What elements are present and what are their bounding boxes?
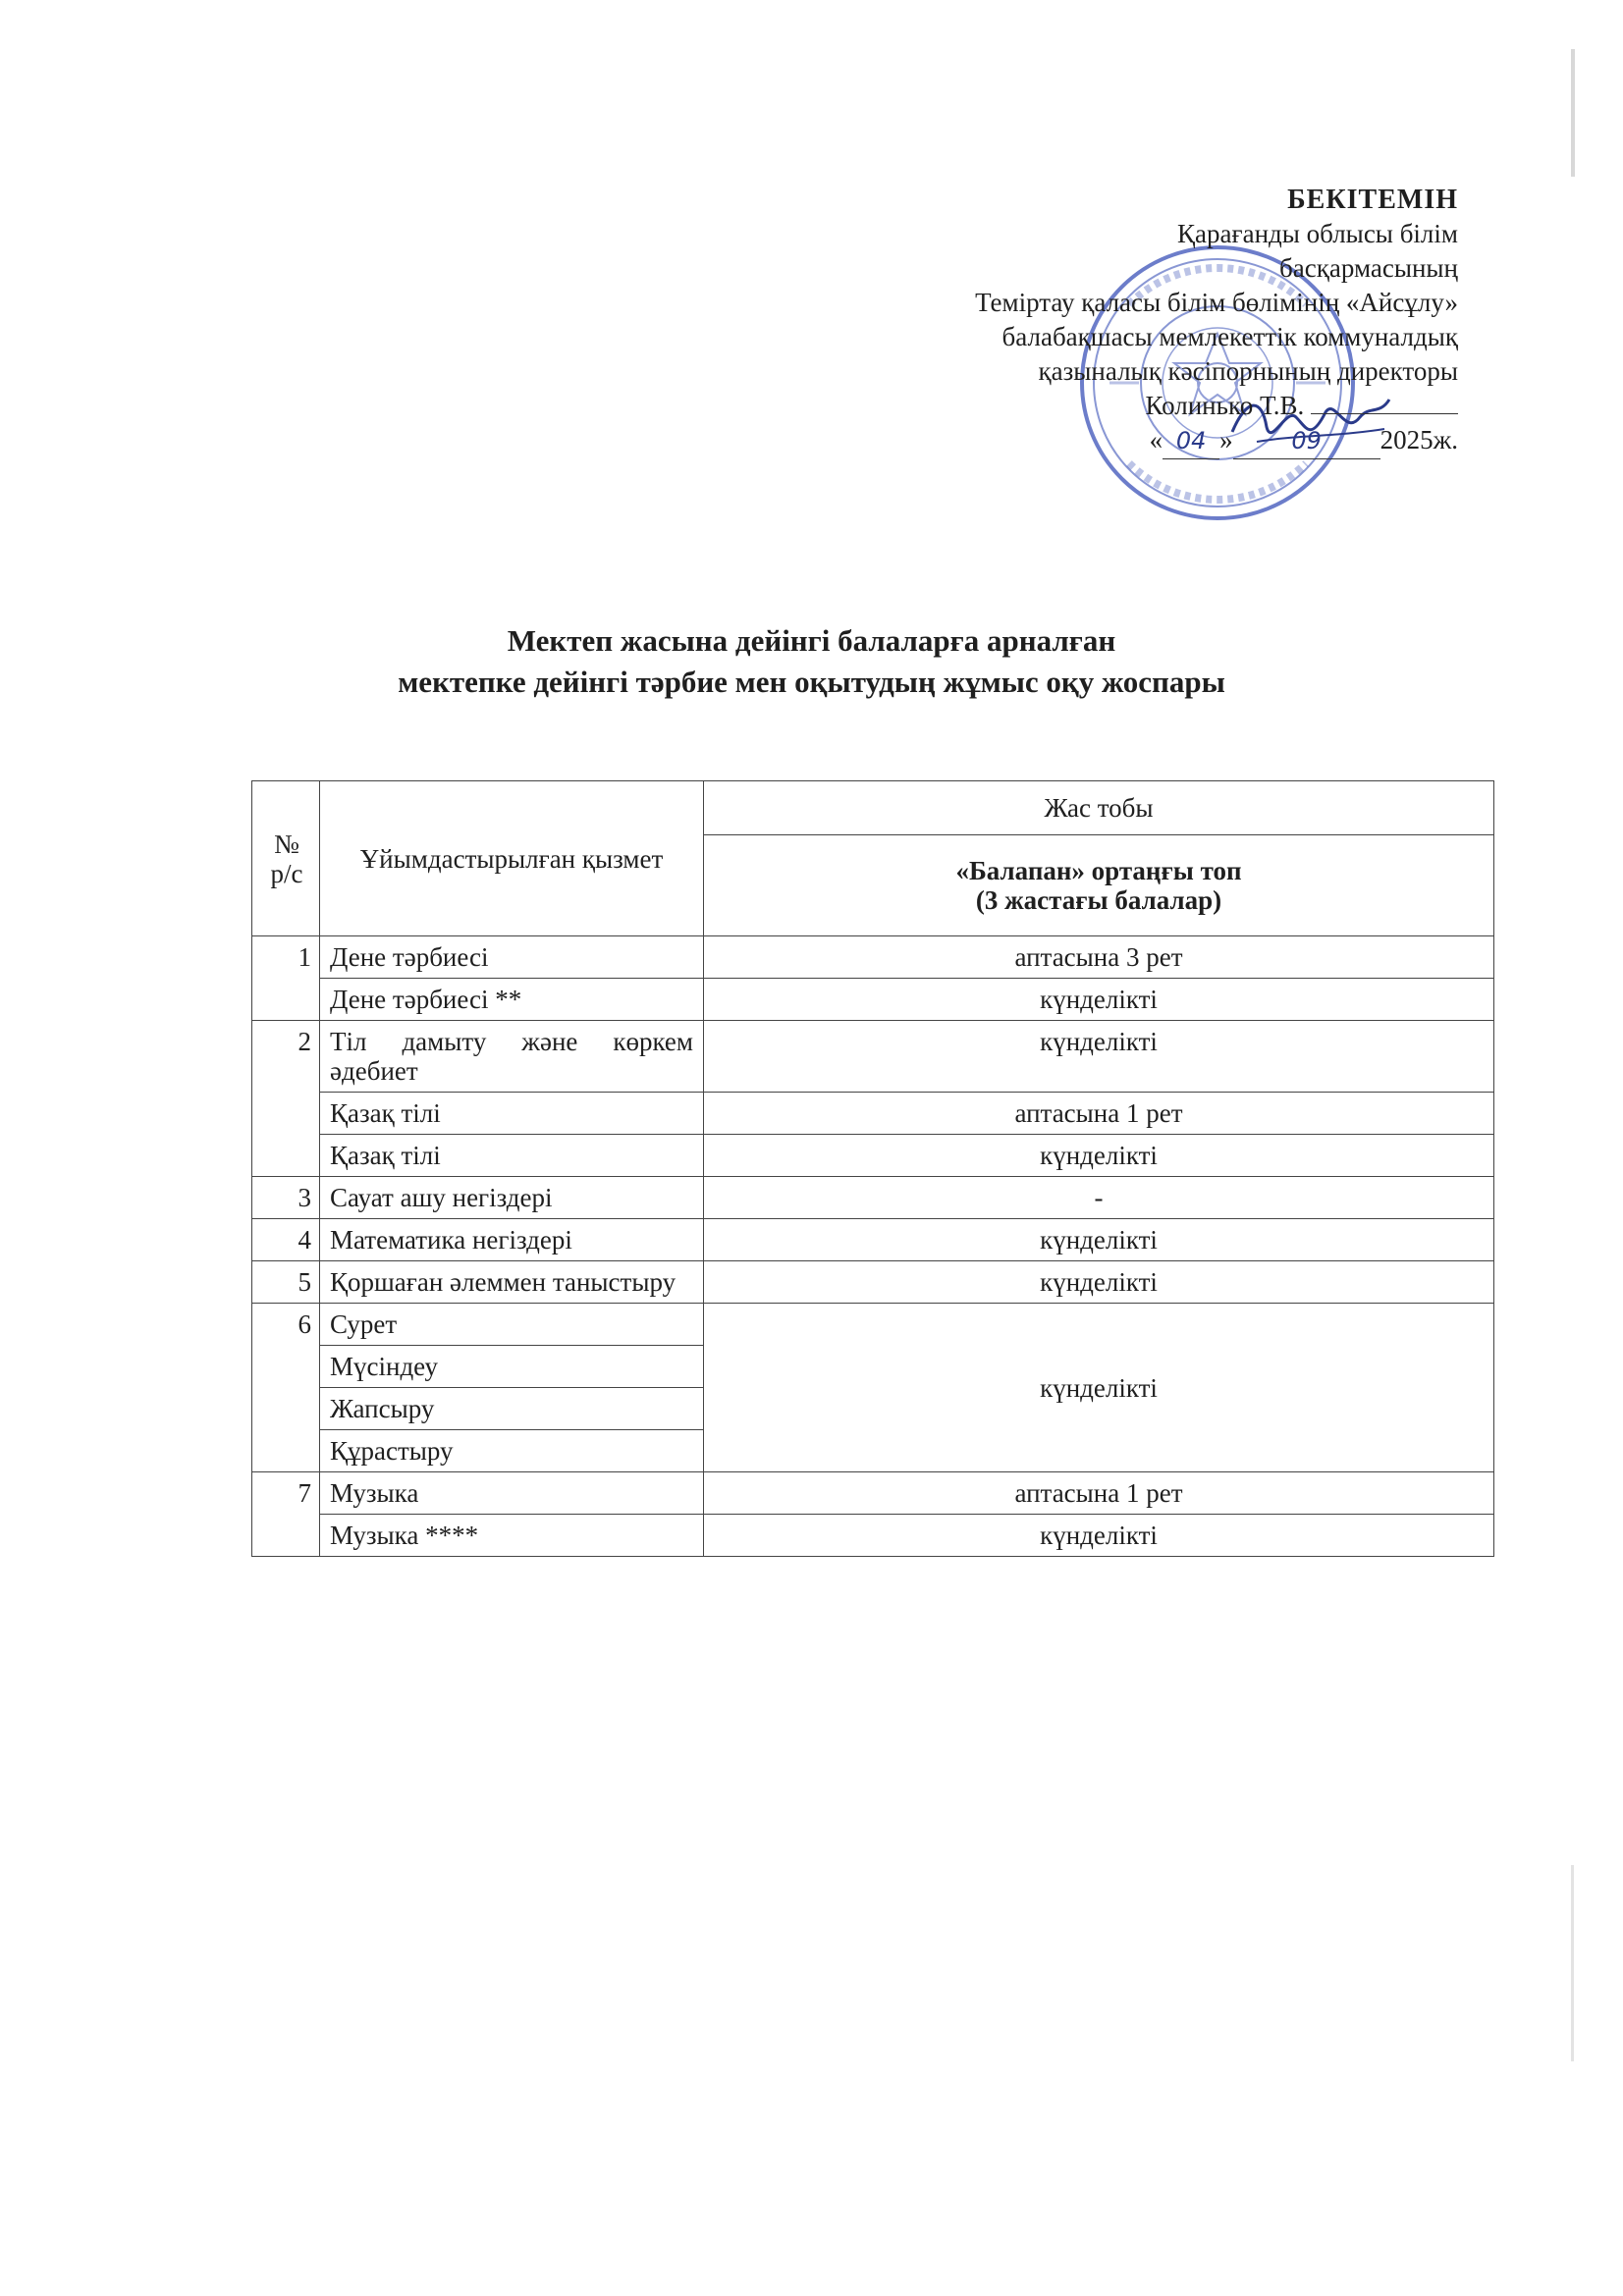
row-number: 1 <box>252 936 320 1021</box>
approval-line: қазыналық кәсіпорнының директоры <box>1038 356 1458 386</box>
frequency-cell-merged: күнделікті <box>704 1304 1494 1472</box>
table-row <box>252 979 1494 1021</box>
table-row <box>252 1021 1494 1093</box>
scan-artifact <box>1571 49 1575 177</box>
frequency-cell: күнделікті <box>704 979 1494 1021</box>
date-quote-close: » <box>1219 425 1233 454</box>
activity-cell: Қазақ тілі <box>320 1093 704 1135</box>
table-row <box>252 1093 1494 1135</box>
header-group-age: (3 жастағы балалар) <box>975 885 1222 915</box>
activity-cell: Сурет <box>320 1304 704 1346</box>
date-year: 2025ж. <box>1380 425 1458 454</box>
activity-cell: Дене тәрбиесі ** <box>320 979 704 1021</box>
approval-line: балабақшасы мемлекеттік коммуналдық <box>1001 322 1458 351</box>
frequency-cell: күнделікті <box>704 1021 1494 1093</box>
header-age-group: Жас тобы <box>704 781 1494 835</box>
date-quote-open: « <box>1149 425 1163 454</box>
activity-cell: Тіл дамыту және көркем әдебиет <box>320 1021 704 1093</box>
frequency-cell: аптасына 3 рет <box>704 936 1494 979</box>
table-header-row <box>252 781 1494 835</box>
frequency-cell: күнделікті <box>704 1135 1494 1177</box>
title-line-1: Мектеп жасына дейінгі балаларға арналған <box>507 623 1116 658</box>
row-number: 5 <box>252 1261 320 1304</box>
row-number: 4 <box>252 1219 320 1261</box>
table-row <box>252 1219 1494 1261</box>
activity-cell: Дене тәрбиесі <box>320 936 704 979</box>
scan-artifact <box>1571 1865 1574 2061</box>
row-number: 3 <box>252 1177 320 1219</box>
activity-cell: Құрастыру <box>320 1430 704 1472</box>
signatory-name: Колинько Т.В. <box>1145 391 1305 420</box>
frequency-cell: - <box>704 1177 1494 1219</box>
header-group-name: «Балапан» ортаңғы топ <box>955 856 1242 885</box>
activity-cell: Жапсыру <box>320 1388 704 1430</box>
approval-heading: БЕКІТЕМІН <box>1287 185 1458 215</box>
document-title <box>0 620 1623 703</box>
table-row <box>252 1472 1494 1515</box>
header-num: № р/с <box>252 781 320 936</box>
activity-cell: Мүсіндеу <box>320 1346 704 1388</box>
approval-line: басқармасының <box>1279 253 1458 283</box>
activity-cell: Қазақ тілі <box>320 1135 704 1177</box>
header-activity: Ұйымдастырылған қызмет <box>320 781 704 936</box>
table-row <box>252 1177 1494 1219</box>
table-row <box>252 1261 1494 1304</box>
frequency-cell: күнделікті <box>704 1515 1494 1557</box>
curriculum-table <box>251 780 1494 1557</box>
approval-block <box>849 183 1458 459</box>
date-month: 09 <box>1233 424 1380 459</box>
date-day: 04 <box>1163 424 1219 459</box>
approval-line: Қарағанды облысы білім <box>1177 219 1458 248</box>
table-row <box>252 1304 1494 1346</box>
activity-cell: Қоршаған әлеммен таныстыру <box>320 1261 704 1304</box>
table-row <box>252 1135 1494 1177</box>
approval-line: Теміртау қаласы білім бөлімінің «Айсұлу» <box>975 288 1458 317</box>
frequency-cell: күнделікті <box>704 1261 1494 1304</box>
table-row <box>252 1515 1494 1557</box>
activity-cell: Сауат ашу негіздері <box>320 1177 704 1219</box>
frequency-cell: аптасына 1 рет <box>704 1472 1494 1515</box>
signature-line <box>1311 413 1458 414</box>
title-line-2: мектепке дейінгі тәрбие мен оқытудың жұмыс оқу жоспары <box>398 665 1225 699</box>
frequency-cell: күнделікті <box>704 1219 1494 1261</box>
table-row <box>252 936 1494 979</box>
signatory-line <box>849 389 1458 423</box>
activity-cell: Математика негіздері <box>320 1219 704 1261</box>
header-group <box>704 835 1494 936</box>
activity-cell: Музыка **** <box>320 1515 704 1557</box>
row-number: 6 <box>252 1304 320 1472</box>
frequency-cell: аптасына 1 рет <box>704 1093 1494 1135</box>
approval-date <box>849 423 1458 459</box>
activity-cell: Музыка <box>320 1472 704 1515</box>
row-number: 2 <box>252 1021 320 1177</box>
row-number: 7 <box>252 1472 320 1557</box>
